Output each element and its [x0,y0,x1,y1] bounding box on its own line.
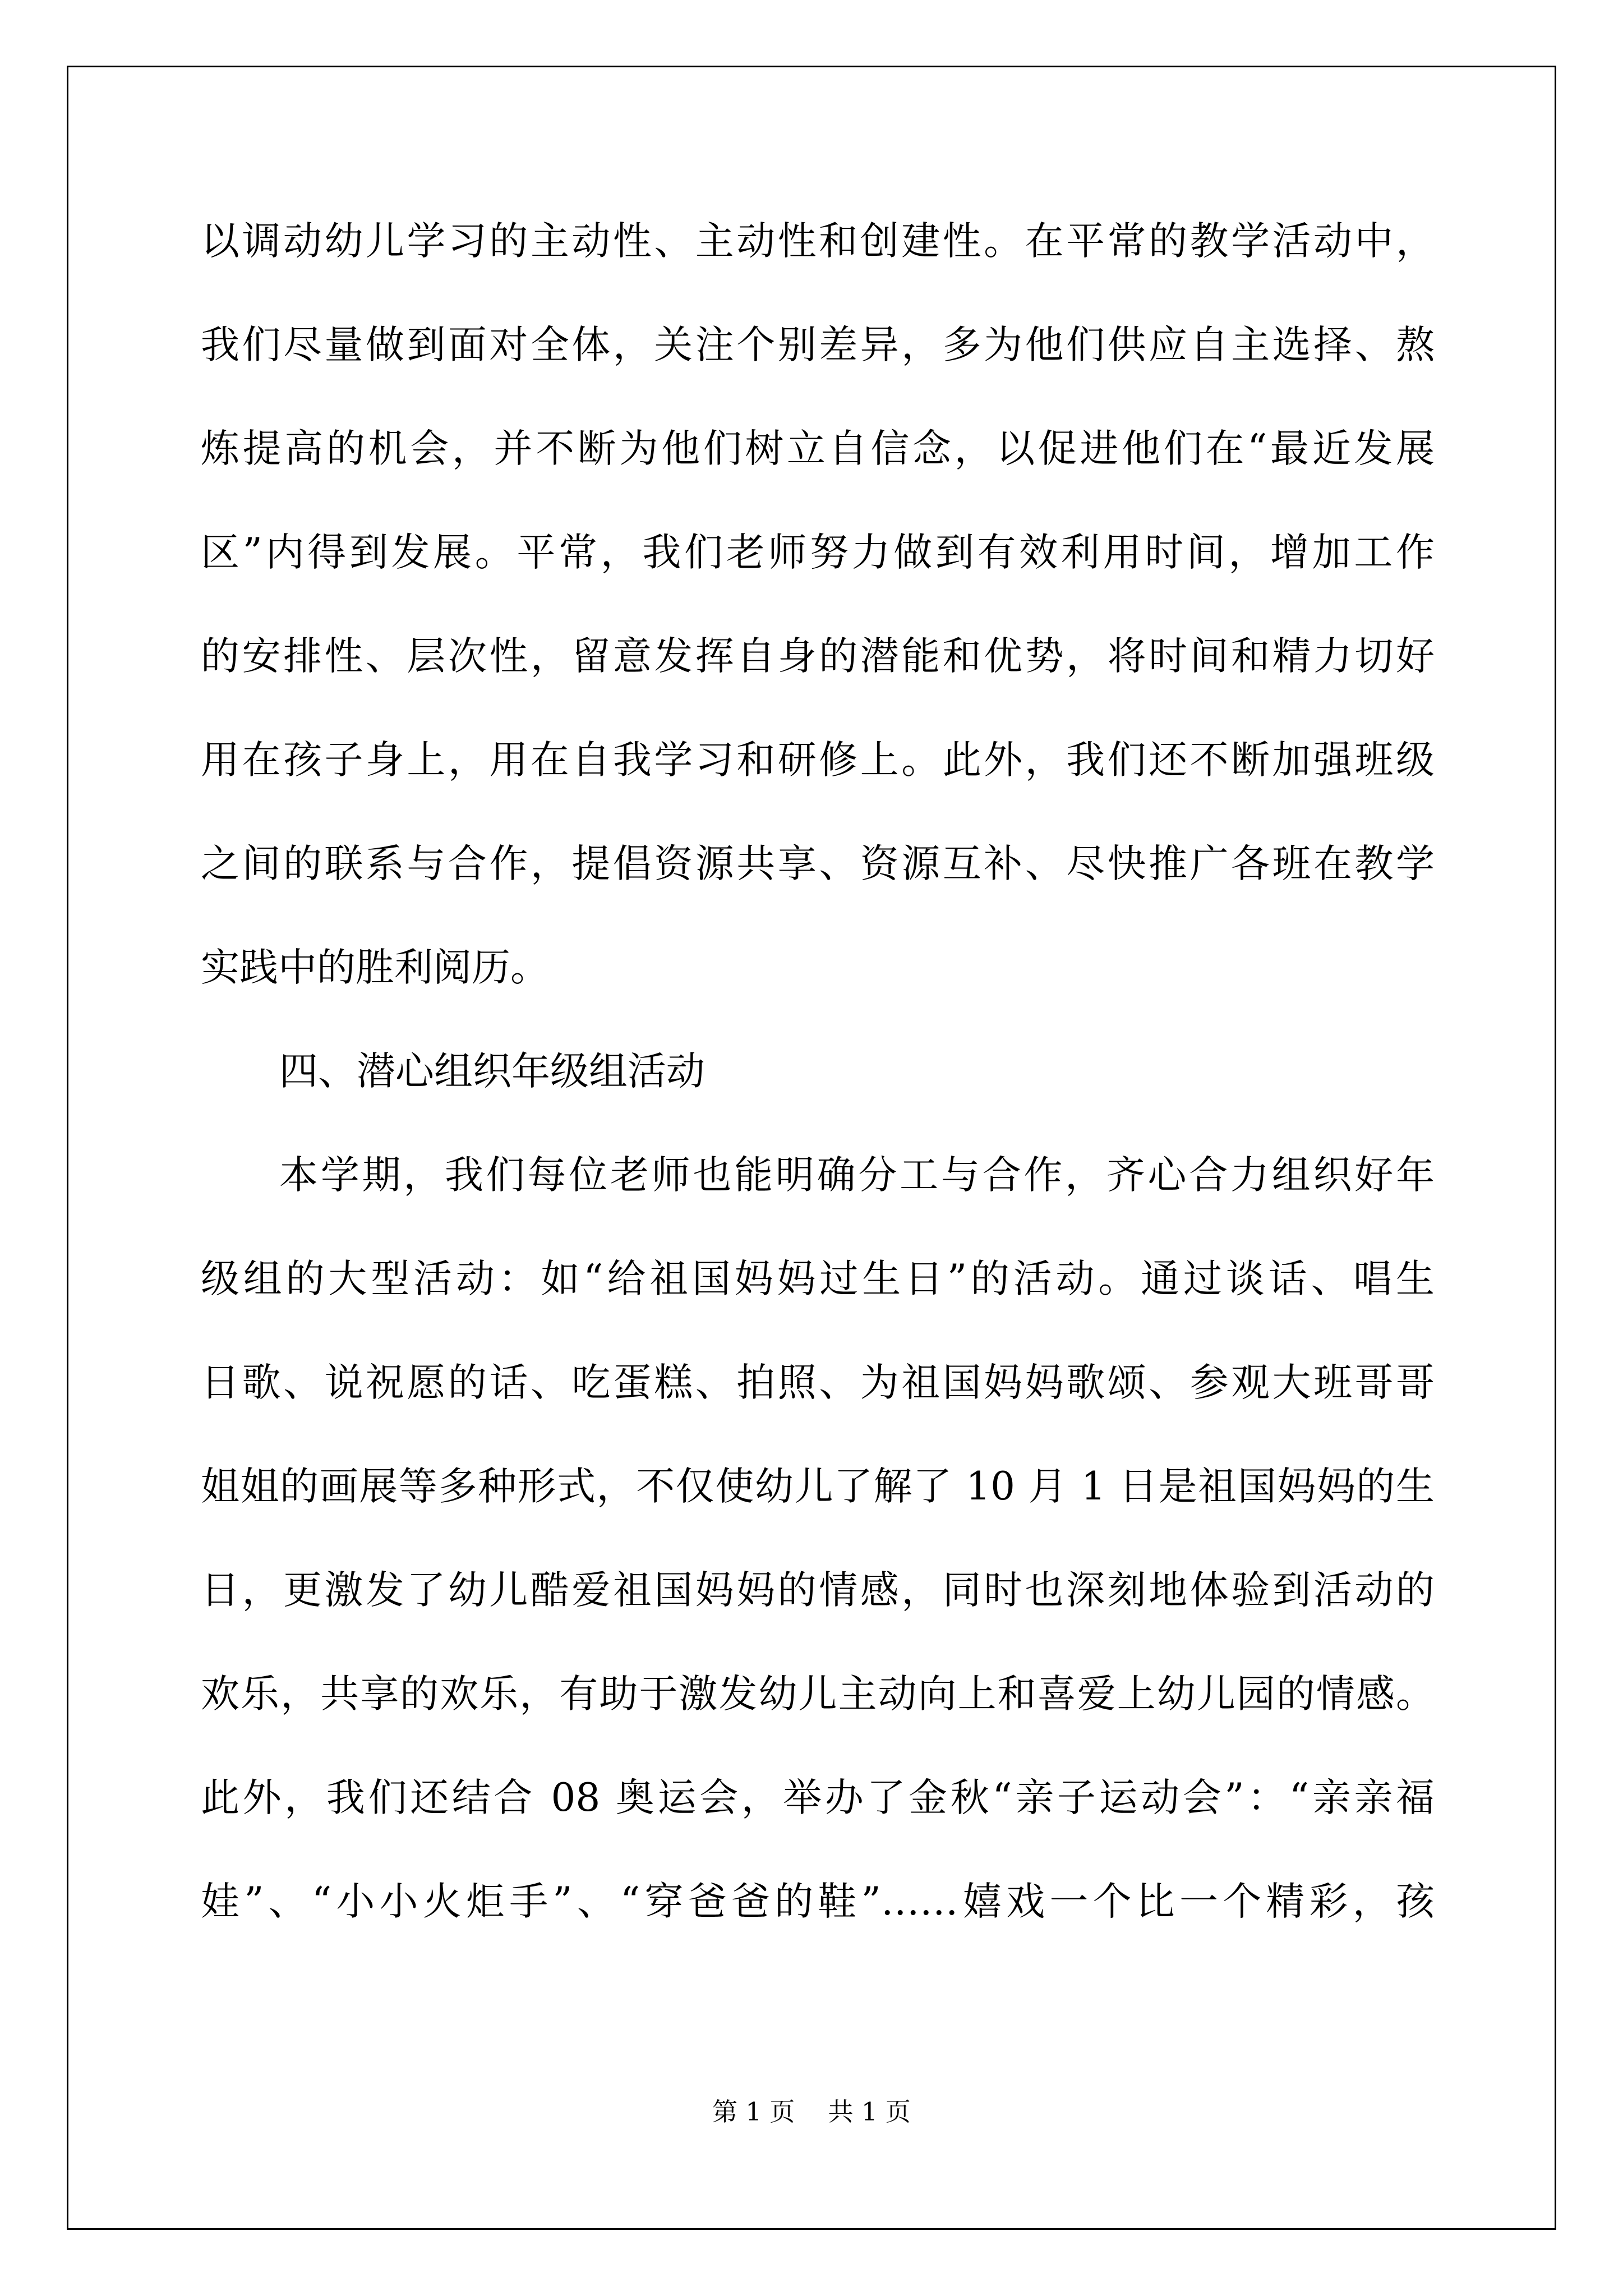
page-number-current: 第 1 页 [712,2097,795,2127]
text-line: 姐姐的画展等多种形式，不仅使幼儿了解了 10 月 1 日是祖国妈妈的生 [201,1464,1435,1509]
text-line: 实践中的胜利阅历。 [201,945,549,990]
text-line: 娃”、“小小火炬手”、“穿爸爸的鞋”……嬉戏一个比一个精彩，孩 [201,1879,1435,1924]
text-line: 区”内得到发展。平常，我们老师努力做到有效利用时间，增加工作 [201,530,1435,575]
text-line: 用在孩子身上，用在自我学习和研修上。此外，我们还不断加强班级 [201,738,1435,783]
text-line: 此外，我们还结合 08 奥运会，举办了金秋“亲子运动会”：“亲亲福 [201,1775,1435,1820]
text-line: 我们尽量做到面对全体，关注个别差异，多为他们供应自主选择、熬 [201,323,1435,367]
text-line: 的安排性、层次性，留意发挥自身的潜能和优势，将时间和精力切好 [201,634,1435,679]
page-footer [0,2091,1623,2128]
text-line: 级组的大型活动：如“给祖国妈妈过生日”的活动。通过谈话、唱生 [201,1257,1435,1301]
text-line: 本学期，我们每位老师也能明确分工与合作，齐心合力组织好年 [279,1153,1435,1198]
page-number-total: 共 1 页 [828,2097,911,2127]
text-line: 炼提高的机会，并不断为他们树立自信念，以促进他们在“最近发展 [201,426,1435,471]
document-body [201,190,1435,1954]
text-line: 以调动幼儿学习的主动性、主动性和创建性。在平常的教学活动中， [201,219,1435,264]
text-line: 日歌、说祝愿的话、吃蛋糕、拍照、为祖国妈妈歌颂、参观大班哥哥 [201,1360,1435,1405]
text-line: 四、潜心组织年级组活动 [279,1049,705,1094]
text-line: 欢乐，共享的欢乐，有助于激发幼儿主动向上和喜爱上幼儿园的情感。 [201,1672,1435,1717]
text-line: 日，更激发了幼儿酷爱祖国妈妈的情感，同时也深刻地体验到活动的 [201,1568,1435,1613]
text-line: 之间的联系与合作，提倡资源共享、资源互补、尽快推广各班在教学 [201,841,1435,886]
